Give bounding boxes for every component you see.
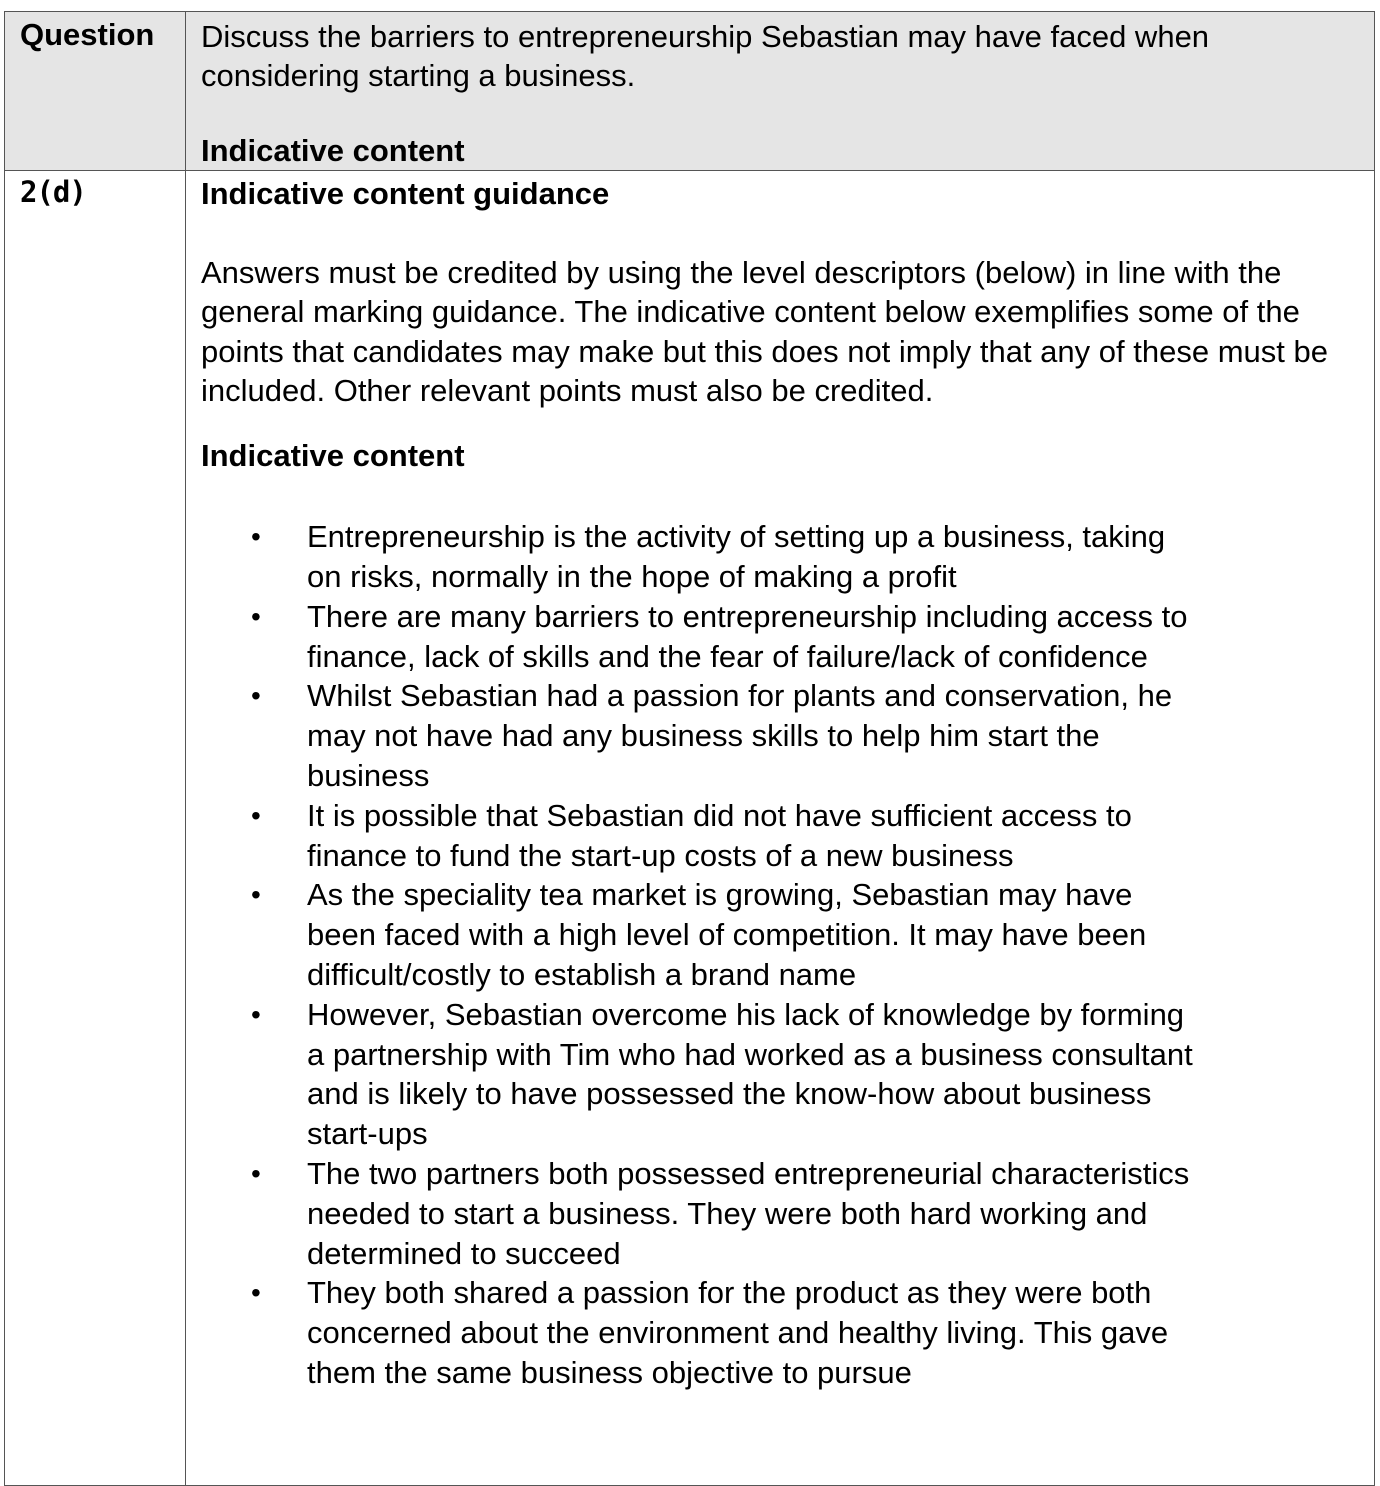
content-heading: Indicative content [201,438,465,474]
list-item: • Whilst Sebastian had a passion for plants and conservation, he may not have had any business skills to help him start the business [251,678,1173,793]
list-item: • As the speciality tea market is growing, Sebastian may have been faced with a high level of competition. It may have been difficult/costly to establish a brand name [251,877,1147,992]
list-item: • It is possible that Sebastian did not have sufficient access to finance to fund the start-up costs of a new business [251,797,1132,873]
guidance-heading: Indicative content guidance [201,176,610,211]
mark-scheme-table [4,11,1375,1486]
list-item: • However, Sebastian overcome his lack of knowledge by forming a partnership with Tim who had worked as a business consultant and is likely to have possessed the know-how about business start-ups [251,996,1193,1152]
bullet-icon: • [251,998,261,1030]
indicative-content-list [201,517,1361,1393]
bullet-icon: • [251,521,261,553]
list-item: • Entrepreneurship is the activity of setting up a business, taking on risks, normally in the hope of making a profit [251,519,1166,594]
bullet-icon: • [251,1277,261,1309]
question-number: 2(d) [20,175,86,209]
answer-content [201,174,1361,1393]
question-text: Discuss the barriers to entrepreneurship Sebastian may have faced when considering starting a business. [201,19,1210,93]
header-subheading: Indicative content [201,133,465,168]
bullet-icon: • [251,799,261,831]
question-label: Question [20,17,155,52]
bullet-icon: • [251,600,261,632]
bullet-icon: • [251,1157,261,1189]
bullet-icon: • [251,879,261,911]
list-item: • They both shared a passion for the product as they were both concerned about the environment and healthy living. This gave them the same business objective to pursue [251,1275,1169,1390]
bullet-icon: • [251,680,261,712]
table-header-row [5,12,1374,171]
list-item: • There are many barriers to entrepreneurship including access to finance, lack of skills and the fear of failure/lack of confidence [251,598,1188,674]
list-item: • The two partners both possessed entrepreneurial characteristics needed to start a business. They were both hard working and determined to succeed [251,1155,1190,1271]
guidance-text: Answers must be credited by using the level descriptors (below) in line with the general marking guidance. The indicative content below exemplifies some of the points that candidates may make but this does not imply that any of these must be included. Other relevant points must also be credited. [201,255,1328,408]
column-divider [185,12,186,1485]
